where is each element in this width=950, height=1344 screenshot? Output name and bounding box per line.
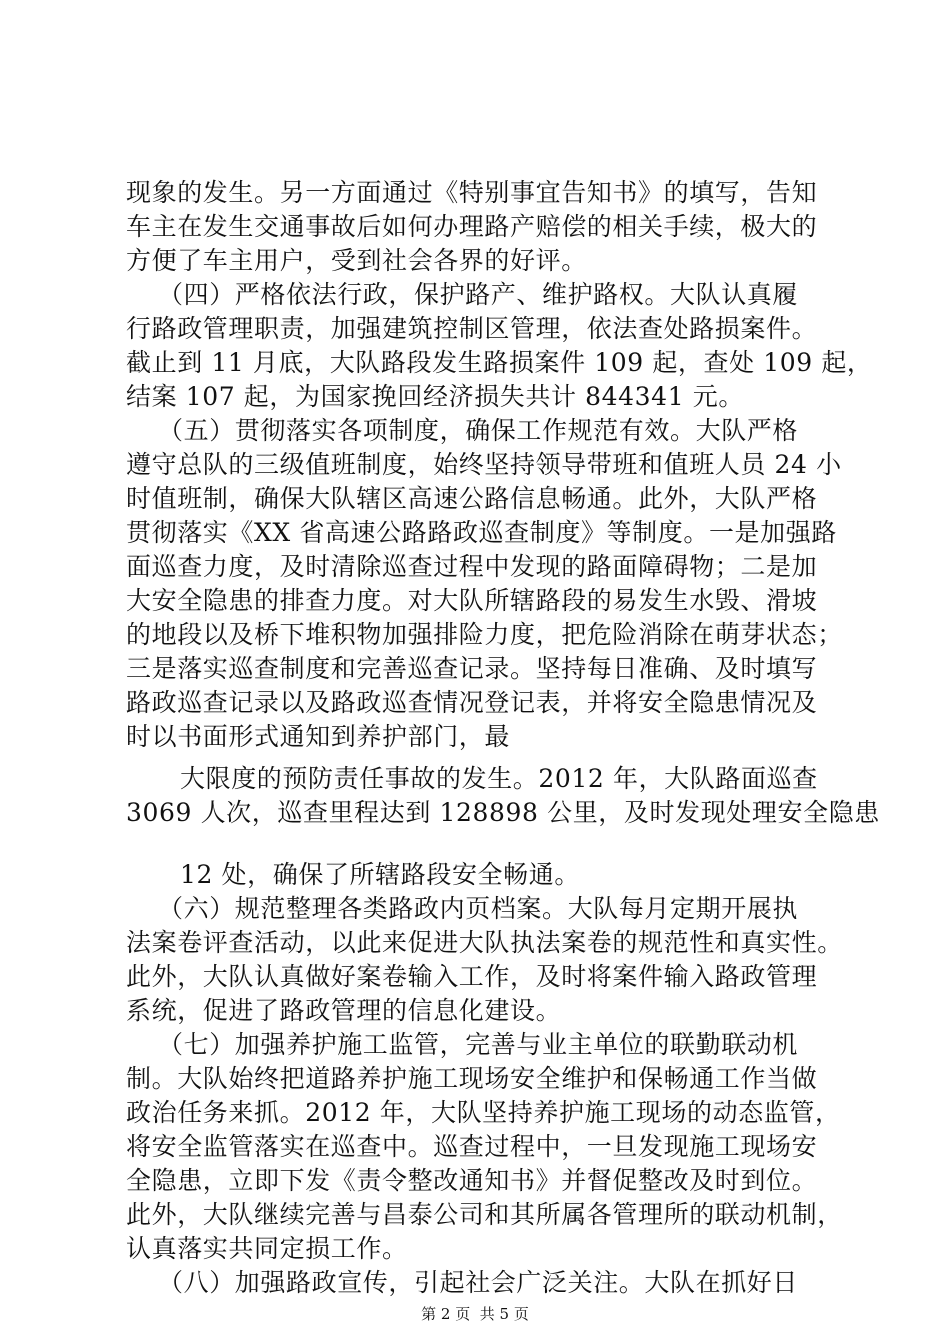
- text-line: 时以书面形式通知到养护部门，最: [126, 722, 511, 751]
- text-line: 系统，促进了路政管理的信息化建设。: [126, 996, 562, 1025]
- text-line: （四）严格依法行政，保护路产、维护路权。大队认真履: [158, 280, 799, 309]
- text-line: 贯彻落实《XX 省高速公路路政巡查制度》等制度。一是加强路: [126, 518, 837, 547]
- text-line: 截止到 11 月底，大队路段发生路损案件 109 起，查处 109 起，: [126, 348, 873, 377]
- text-line: 制。大队始终把道路养护施工现场安全维护和保畅通工作当做: [126, 1064, 818, 1093]
- page-number-footer: 第 2 页 共 5 页: [421, 1305, 529, 1323]
- text-line: （七）加强养护施工监管，完善与业主单位的联勤联动机: [158, 1030, 799, 1059]
- text-line: 方便了车主用户，受到社会各界的好评。: [126, 246, 587, 275]
- text-line: （八）加强路政宣传，引起社会广泛关注。大队在抓好日: [158, 1268, 799, 1297]
- text-line: 行路政管理职责，加强建筑控制区管理，依法查处路损案件。: [126, 314, 818, 343]
- text-line: 此外，大队认真做好案卷输入工作，及时将案件输入路政管理: [126, 962, 818, 991]
- text-line: （五）贯彻落实各项制度，确保工作规范有效。大队严格: [158, 416, 799, 445]
- text-line: 车主在发生交通事故后如何办理路产赔偿的相关手续，极大的: [126, 212, 818, 241]
- text-line: 全隐患，立即下发《责令整改通知书》并督促整改及时到位。: [126, 1166, 818, 1195]
- text-line: 大安全隐患的排查力度。对大队所辖路段的易发生水毁、滑坡: [126, 586, 818, 615]
- text-line: 12 处，确保了所辖路段安全畅通。: [180, 860, 580, 889]
- text-line: 的地段以及桥下堆积物加强排险力度，把危险消除在萌芽状态；: [126, 620, 843, 649]
- text-line: 现象的发生。另一方面通过《特别事宜告知书》的填写，告知: [126, 178, 818, 207]
- text-line: 结案 107 起，为国家挽回经济损失共计 844341 元。: [126, 382, 744, 411]
- text-line: 三是落实巡查制度和完善巡查记录。坚持每日准确、及时填写: [126, 654, 818, 683]
- text-line: 法案卷评查活动，以此来促进大队执法案卷的规范性和真实性。: [126, 928, 843, 957]
- text-line: 路政巡查记录以及路政巡查情况登记表，并将安全隐患情况及: [126, 688, 818, 717]
- text-line: 认真落实共同定损工作。: [126, 1234, 408, 1263]
- text-line: 时值班制，确保大队辖区高速公路信息畅通。此外，大队严格: [126, 484, 818, 513]
- text-line: 大限度的预防责任事故的发生。2012 年，大队路面巡查: [180, 764, 818, 793]
- text-line: 政治任务来抓。2012 年，大队坚持养护施工现场的动态监管，: [126, 1098, 841, 1127]
- text-line: 面巡查力度，及时清除巡查过程中发现的路面障碍物；二是加: [126, 552, 818, 581]
- text-line: （六）规范整理各类路政内页档案。大队每月定期开展执: [158, 894, 799, 923]
- text-line: 3069 人次，巡查里程达到 128898 公里，及时发现处理安全隐患: [126, 798, 880, 827]
- text-line: 遵守总队的三级值班制度，始终坚持领导带班和值班人员 24 小: [126, 450, 842, 479]
- text-line: 此外，大队继续完善与昌泰公司和其所属各管理所的联动机制，: [126, 1200, 843, 1229]
- text-line: 将安全监管落实在巡查中。巡查过程中，一旦发现施工现场安: [126, 1132, 818, 1161]
